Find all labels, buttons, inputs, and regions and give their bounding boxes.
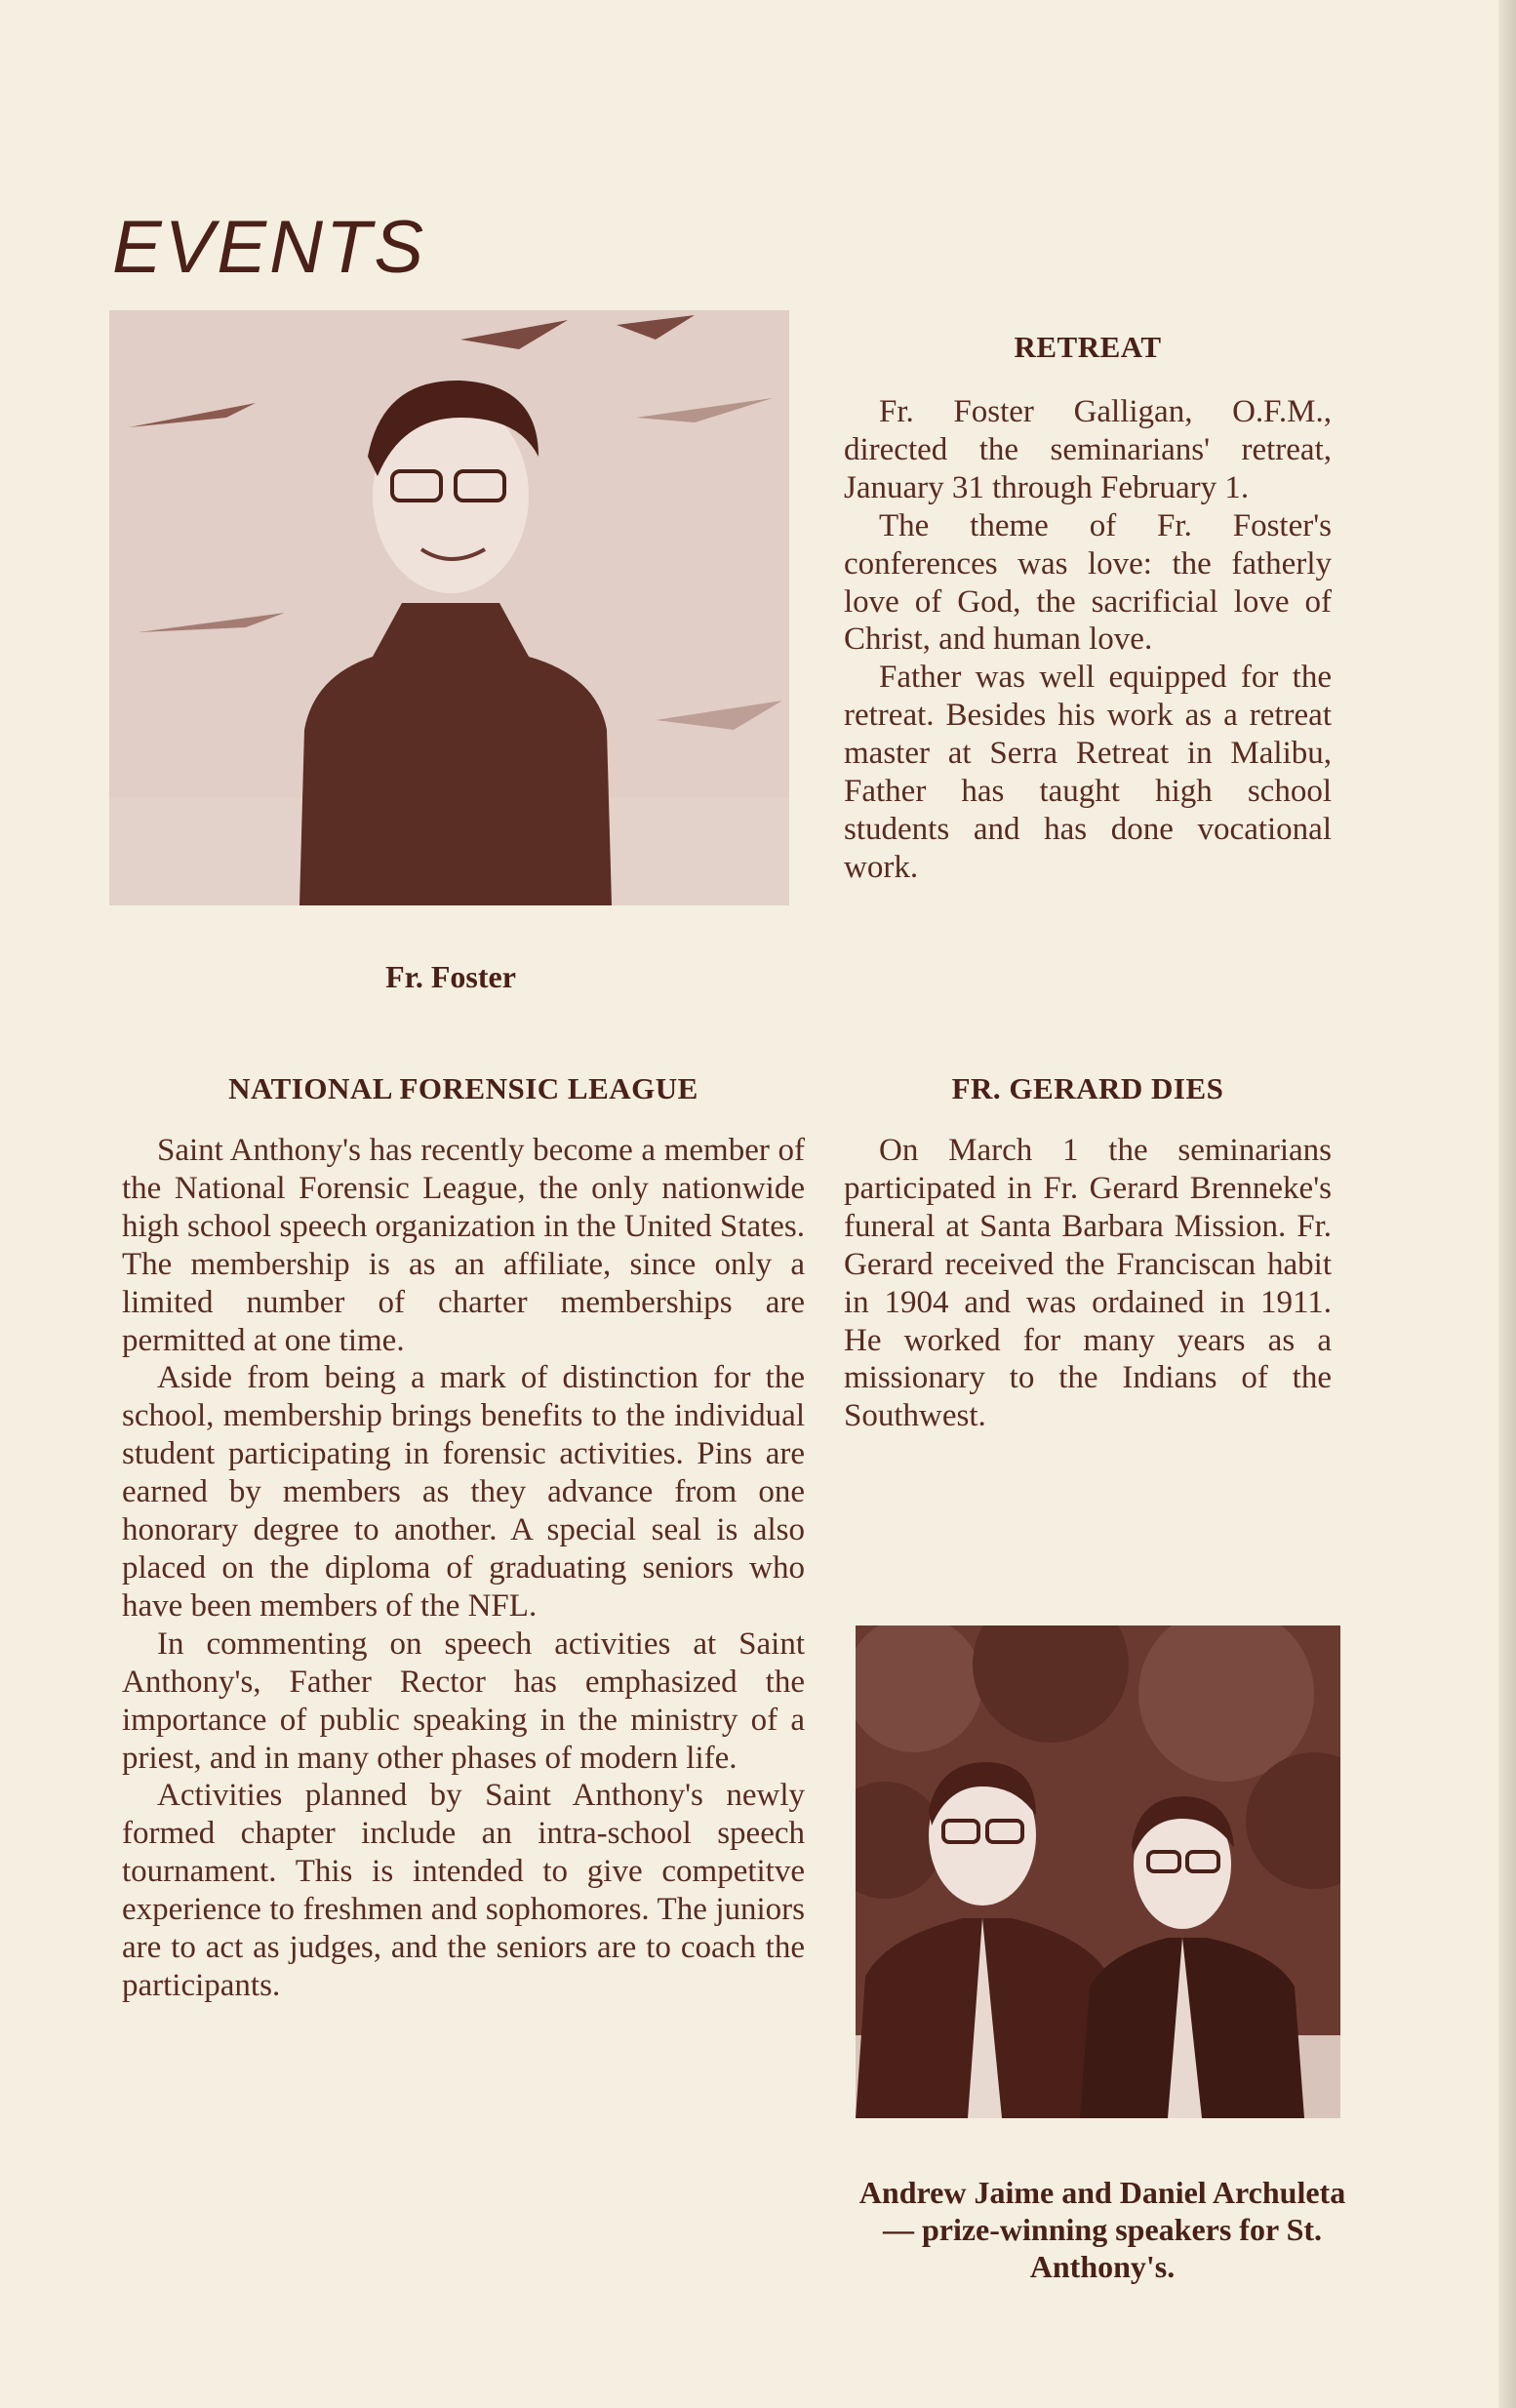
forensic-heading: NATIONAL FORENSIC LEAGUE	[228, 1071, 698, 1105]
photo-speakers	[856, 1625, 1340, 2118]
gerard-body	[844, 1132, 1332, 1435]
page-edge	[1498, 0, 1516, 2408]
forensic-paragraph: Activities planned by Saint Anthony's newly formed chapter include an intra-school speech tournament. This is intended to give competitve experience to freshmen and sophomores. The juniors are to act as judges, and the seniors are to coach the participants.	[122, 1778, 805, 2003]
forensic-paragraph: In commenting on speech activities at Saint Anthony's, Father Rector has emphasized the importance of public speaking in the ministry of a priest, and in many other phases of modern life.	[122, 1625, 805, 1776]
photo-fr-foster	[109, 310, 789, 905]
retreat-paragraph: The theme of Fr. Foster's conferences was love: the fatherly love of God, the sacrificial love of Christ, and human love.	[844, 507, 1332, 658]
forensic-paragraph: Aside from being a mark of distinction for the school, membership brings benefits to the individual student participating in forensic activities. Pins are earned by members as they advance from one honorary degree to another. A special seal is also placed on the diploma of graduating seniors who have been members of the NFL.	[122, 1360, 805, 1624]
photo-caption-foster: Fr. Foster	[385, 959, 516, 994]
gerard-paragraph: On March 1 the seminarians participated in Fr. Gerard Brenneke's funeral at Santa Barbara Mission. Fr. Gerard received the Franciscan habit in 1904 and was ordained in 1911. He worked for many years as a missionary to the Indians of the Southwest.	[844, 1133, 1332, 1434]
forensic-paragraph: Saint Anthony's has recently become a member of the National Forensic League, the only nationwide high school speech organization in the United States. The membership is as an affiliate, since only a limited number of charter memberships are permitted at one time.	[122, 1133, 805, 1358]
retreat-paragraph: Father was well equipped for the retreat. Besides his work as a retreat master at Serra Retreat in Malibu, Father has taught high school students and has done vocational work.	[844, 660, 1332, 885]
retreat-body	[844, 393, 1332, 887]
retreat-paragraph: Fr. Foster Galligan, O.F.M., directed the seminarians' retreat, January 31 through February 1.	[844, 394, 1332, 505]
gerard-heading: FR. GERARD DIES	[951, 1071, 1224, 1105]
photo-caption-speakers: Andrew Jaime and Daniel Archuleta — prize-winning speakers for St. Anthony's.	[858, 2175, 1346, 2284]
retreat-heading: RETREAT	[1014, 330, 1162, 364]
section-title: EVENTS	[112, 206, 427, 289]
forensic-body	[122, 1132, 805, 2005]
